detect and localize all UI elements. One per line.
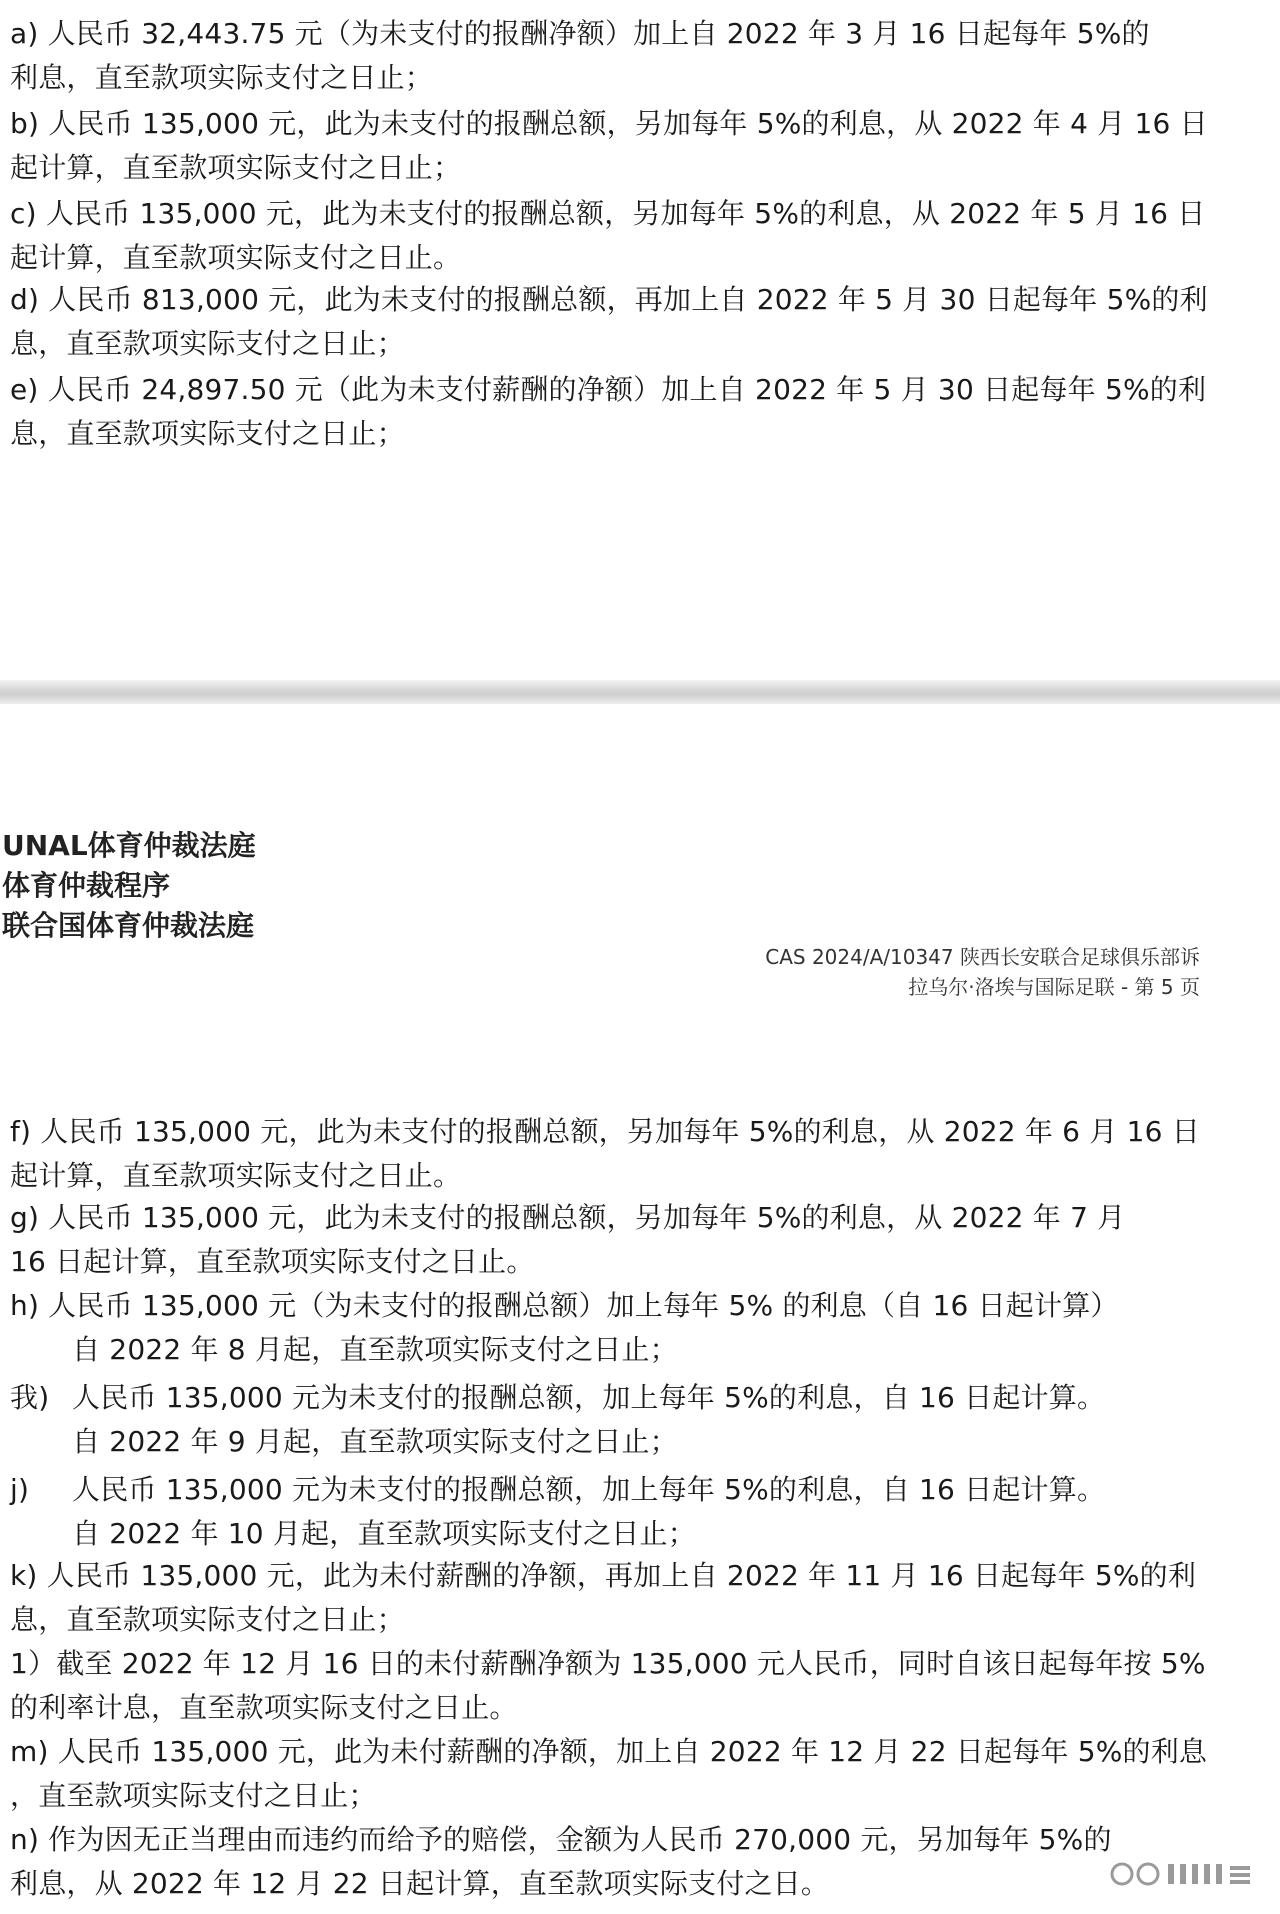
clause-h-line-1: h) 人民币 135,000 元（为未支付的报酬总额）加上每年 5% 的利息（自 16 日起计算）	[10, 1289, 1119, 1322]
clause-l-line-1: 1）截至 2022 年 12 月 16 日的未付薪酬净额为 135,000 元人民币，同时自该日起每年按 5%	[10, 1647, 1206, 1680]
clause-i-line-2: 自 2022 年 9 月起，直至款项实际支付之日止；	[72, 1425, 678, 1458]
clause-e-line-2: 息，直至款项实际支付之日止；	[10, 417, 405, 450]
clause-l	[10, 1642, 1206, 1730]
clause-m-line-1: m) 人民币 135,000 元，此为未付薪酬的净额，加上自 2022 年 12 月 22 日起每年 5%的利息	[10, 1735, 1208, 1768]
document-page-lower	[0, 704, 1280, 1914]
clause-n-line-2: 利息，从 2022 年 12 月 22 日起计算，直至款项实际支付之日。	[10, 1867, 830, 1900]
clause-m	[10, 1730, 1208, 1818]
case-reference-line-1: CAS 2024/A/10347 陕西长安联合足球俱乐部诉	[765, 945, 1200, 969]
clause-j-line-2: 自 2022 年 10 月起，直至款项实际支付之日止；	[72, 1517, 696, 1550]
clause-j-marker: j)	[10, 1473, 30, 1506]
clause-f-line-2: 起计算，直至款项实际支付之日止。	[10, 1159, 462, 1192]
tribunal-header	[2, 826, 256, 946]
clause-m-line-2: ，直至款项实际支付之日止；	[10, 1779, 377, 1812]
clause-k	[10, 1554, 1197, 1642]
clause-i	[10, 1376, 1180, 1464]
clause-g-line-2: 16 日起计算，直至款项实际支付之日止。	[10, 1245, 535, 1278]
clause-e	[10, 368, 1207, 456]
clause-a	[10, 12, 1180, 100]
clause-f-line-1: f) 人民币 135,000 元，此为未支付的报酬总额，另加每年 5%的利息，从 2022 年 6 月 16 日	[10, 1115, 1200, 1148]
tribunal-header-line-1: UNAL体育仲裁法庭	[2, 829, 256, 862]
clause-b	[10, 102, 1208, 190]
clause-b-line-1: b) 人民币 135,000 元，此为未支付的报酬总额，另加每年 5%的利息，从 2022 年 4 月 16 日	[10, 107, 1208, 140]
case-reference	[765, 942, 1200, 1002]
document-page-upper	[0, 0, 1280, 680]
clause-i-line-1: 人民币 135,000 元为未支付的报酬总额，加上每年 5%的利息，自 16 日起计算。	[72, 1381, 1106, 1414]
clause-h-line-2: 自 2022 年 8 月起，直至款项实际支付之日止；	[72, 1333, 678, 1366]
clause-g	[10, 1196, 1180, 1284]
clause-a-line-2: 利息，直至款项实际支付之日止；	[10, 61, 434, 94]
clause-d-line-1: d) 人民币 813,000 元，此为未支付的报酬总额，再加上自 2022 年 5 月 30 日起每年 5%的利	[10, 283, 1208, 316]
clause-h	[10, 1284, 1180, 1372]
clause-n-line-1: n) 作为因无正当理由而违约而给予的赔偿，金额为人民币 270,000 元，另加每年 5%的	[10, 1823, 1112, 1856]
clause-a-line-1: a) 人民币 32,443.75 元（为未支付的报酬净额）加上自 2022 年 3 月 16 日起每年 5%的	[10, 17, 1150, 50]
clause-c-line-2: 起计算，直至款项实际支付之日止。	[10, 241, 462, 274]
clause-f	[10, 1110, 1200, 1198]
clause-b-line-2: 起计算，直至款项实际支付之日止；	[10, 151, 462, 184]
case-reference-line-2: 拉乌尔·洛埃与国际足联 - 第 5 页	[908, 975, 1200, 999]
clause-e-line-1: e) 人民币 24,897.50 元（此为未支付薪酬的净额）加上自 2022 年 5 月 30 日起每年 5%的利	[10, 373, 1207, 406]
clause-i-marker: 我)	[10, 1381, 50, 1414]
clause-d	[10, 278, 1208, 366]
clause-k-line-2: 息，直至款项实际支付之日止；	[10, 1603, 405, 1636]
clause-c-line-1: c) 人民币 135,000 元，此为未支付的报酬总额，另加每年 5%的利息，从 2022 年 5 月 16 日	[10, 197, 1206, 230]
clause-k-line-1: k) 人民币 135,000 元，此为未付薪酬的净额，再加上自 2022 年 11 月 16 日起每年 5%的利	[10, 1559, 1197, 1592]
tribunal-header-line-3: 联合国体育仲裁法庭	[2, 909, 255, 942]
clause-j	[10, 1468, 1180, 1556]
tribunal-header-line-2: 体育仲裁程序	[2, 869, 171, 902]
clause-d-line-2: 息，直至款项实际支付之日止；	[10, 327, 405, 360]
clause-l-line-2: 的利率计息，直至款项实际支付之日止。	[10, 1691, 518, 1724]
clause-g-line-1: g) 人民币 135,000 元，此为未支付的报酬总额，另加每年 5%的利息，从 2022 年 7 月	[10, 1201, 1126, 1234]
page-divider	[0, 680, 1280, 704]
clause-n	[10, 1818, 1180, 1906]
watermark-logo-icon	[1108, 1856, 1258, 1892]
clause-c	[10, 192, 1206, 280]
clause-j-line-1: 人民币 135,000 元为未支付的报酬总额，加上每年 5%的利息，自 16 日起计算。	[72, 1473, 1106, 1506]
